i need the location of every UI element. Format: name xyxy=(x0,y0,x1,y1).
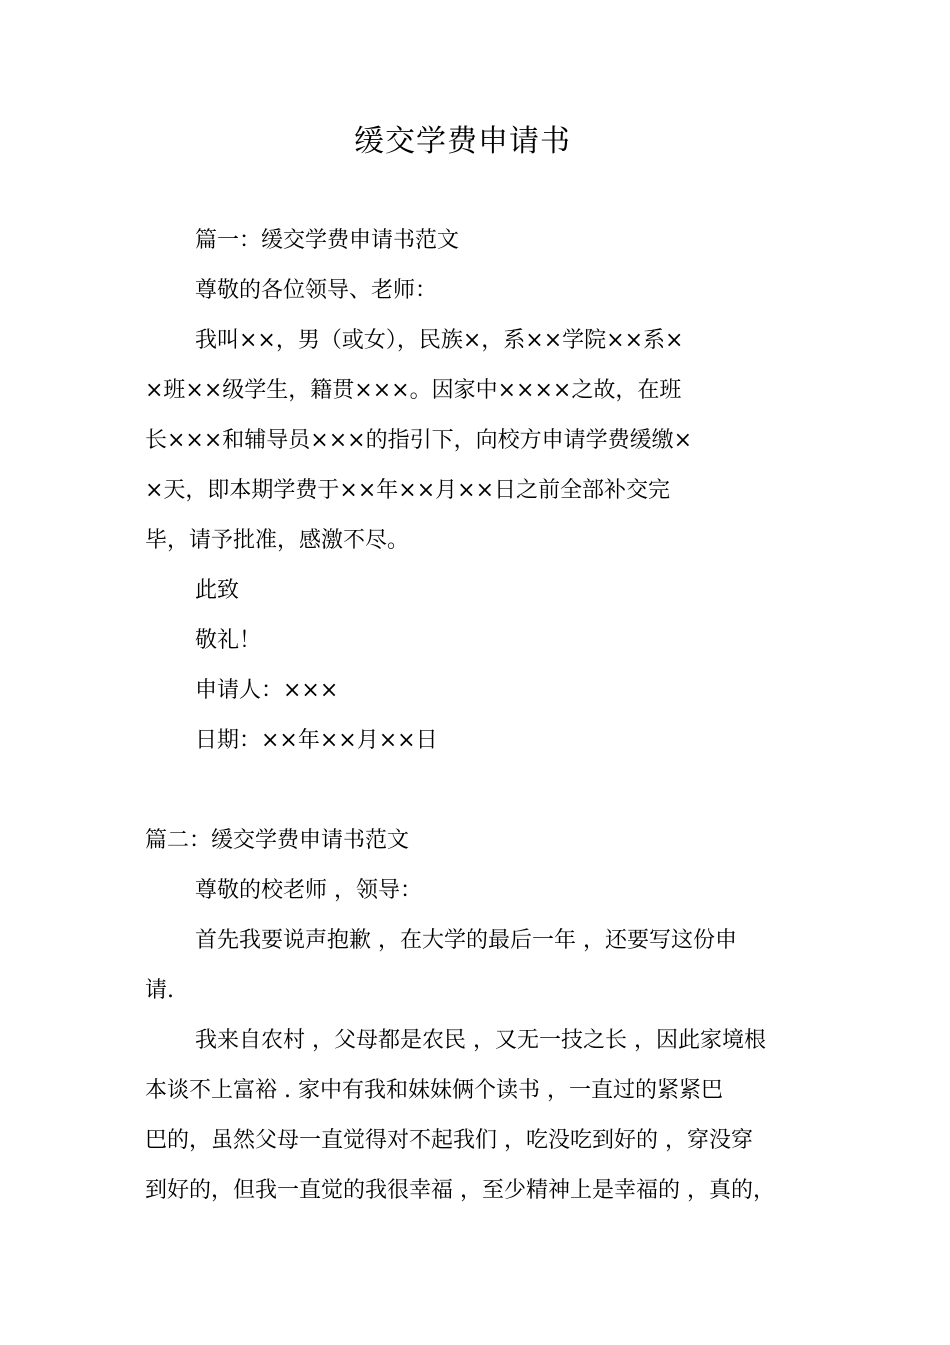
section1-body-line: 毕，请予批准，感激不尽。 xyxy=(145,528,410,553)
section2-body-line: 到好的，但我一直觉的我很幸福 ，至少精神上是幸福的 ，真的， xyxy=(145,1178,775,1203)
section1-heading: 篇一：缓交学费申请书范文 xyxy=(195,228,460,253)
document-title: 缓交学费申请书 xyxy=(354,124,571,159)
section2-body-line: 本谈不上富裕 . 家中有我和妹妹俩个读书 ，一直过的紧紧巴 xyxy=(145,1078,723,1103)
section1-body-line: ×班××级学生，籍贯×××。因家中××××之故，在班 xyxy=(145,378,682,403)
date-line: 日期：××年××月××日 xyxy=(195,728,438,753)
closing-salute: 敬礼！ xyxy=(195,628,262,653)
section2-body-line: 巴的，虽然父母一直觉得对不起我们 ，吃没吃到好的 ，穿没穿 xyxy=(145,1128,753,1153)
section2-heading: 篇二：缓交学费申请书范文 xyxy=(145,828,410,853)
section1-salutation: 尊敬的各位领导、老师： xyxy=(195,278,438,303)
section2-salutation: 尊敬的校老师 ，领导： xyxy=(195,878,422,903)
section2-body-line: 首先我要说声抱歉 ，在大学的最后一年 ，还要写这份申 xyxy=(195,928,737,953)
closing-line: 此致 xyxy=(195,578,240,603)
section1-body-line: 长×××和辅导员×××的指引下，向校方申请学费缓缴× xyxy=(145,428,693,453)
section2-body-line: 请. xyxy=(145,978,174,1003)
section1-body-line: 我叫××，男（或女），民族×，系××学院××系× xyxy=(195,328,684,353)
section1-body-line: ×天，即本期学费于××年××月××日之前全部补交完 xyxy=(145,478,671,503)
applicant-line: 申请人：××× xyxy=(195,678,339,703)
section2-body-line: 我来自农村 ，父母都是农民 ，又无一技之长 ，因此家境根 xyxy=(195,1028,766,1053)
